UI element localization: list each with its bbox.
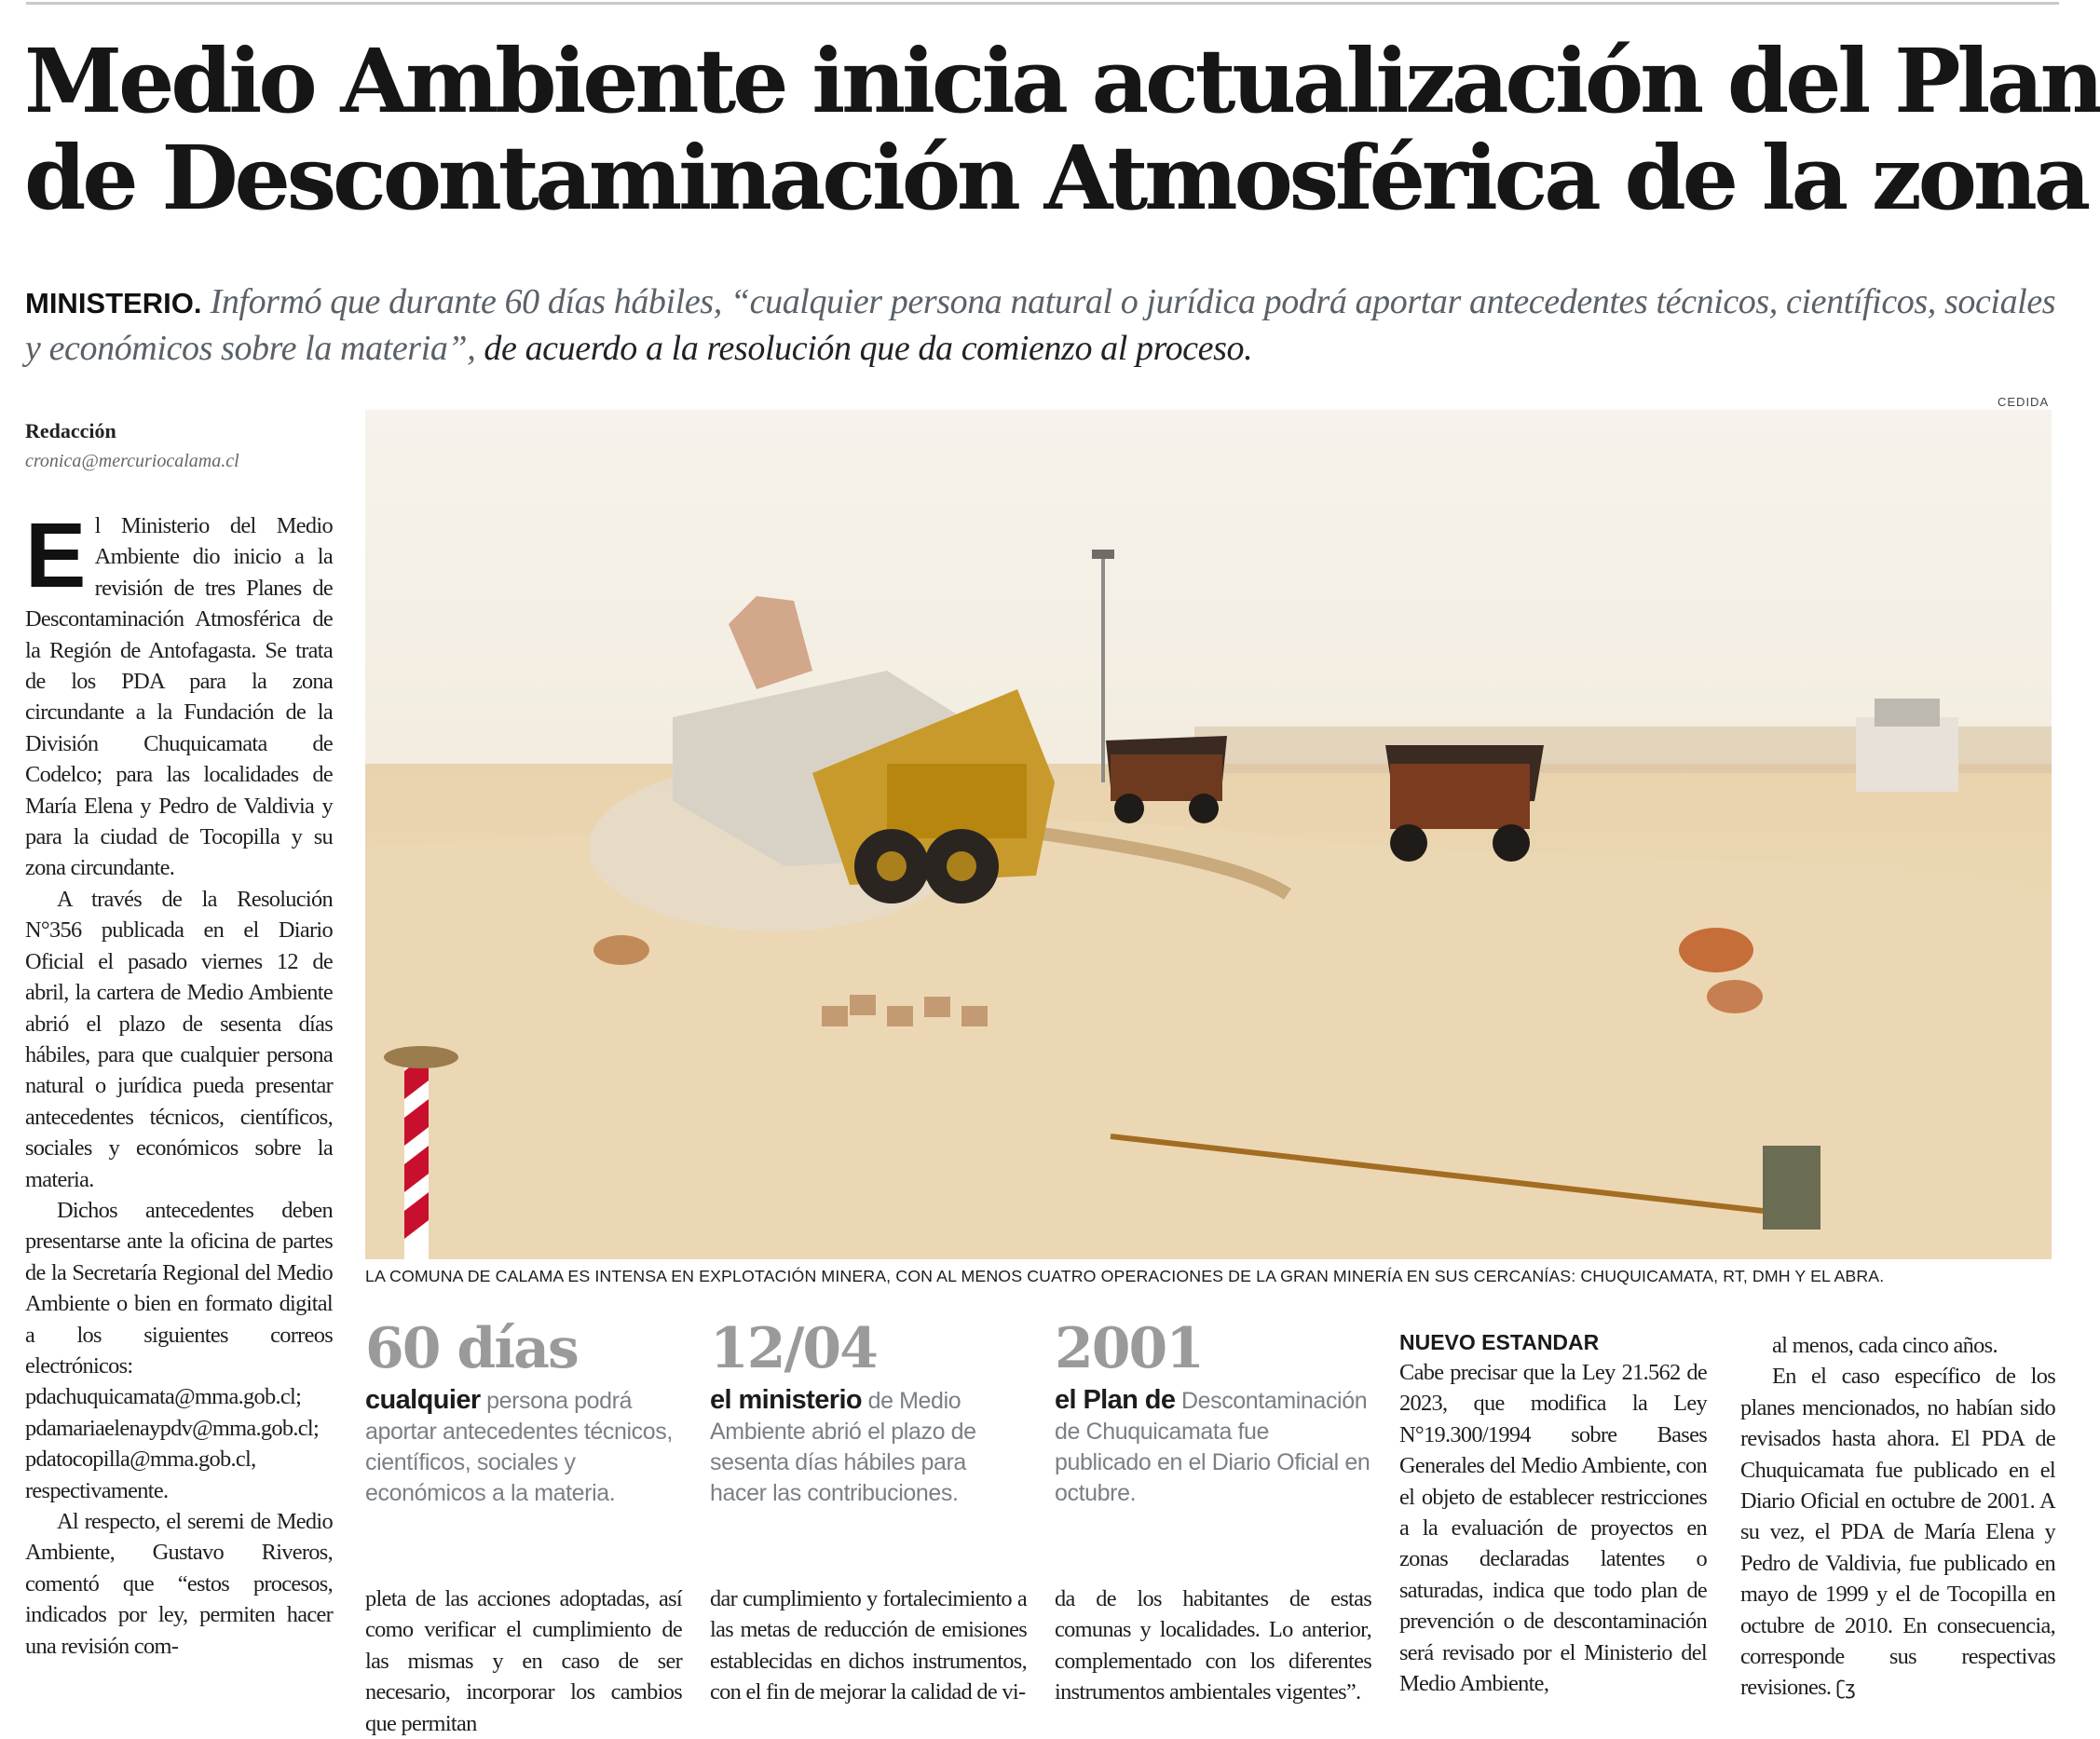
stat-body: de Medio Ambiente abrió el plazo de sesenta días hábiles para hacer las contribuciones. (710, 1388, 976, 1506)
paragraph-1-text: l Ministerio del Medio Ambiente dio inicio a la revisión de tres Planes de Descontaminación Atmosférica de la Región de Antofagasta. Se trata de los PDA para la zona circundante a la Fundación de la División Chuquicamata de Codelco; para las localidades de María Elena y Pedro de Valdivia y para la ciudad de Tocopilla y su zona circundante. (25, 513, 333, 881)
column-6-text (1740, 1361, 2055, 1704)
deck-text-dark: de acuerdo a la resolución que da comienzo al proceso. (484, 329, 1253, 368)
article-column-6 (1740, 1330, 2055, 1705)
deck (25, 279, 2066, 371)
stat-lead: el ministerio (710, 1385, 863, 1415)
article-column-2 (365, 1583, 682, 1736)
byline-author: Redacción (25, 419, 116, 442)
deck-text-italic: Informó que durante 60 días hábiles, “cualquier persona natural o jurídica podrá aportar antecedentes técnicos, científicos, sociales y económicos sobre la materia”, (25, 282, 2056, 368)
stat-body: persona podrá aportar antecedentes técnicos, científicos, sociales y económicos a la materia. (365, 1388, 673, 1506)
article-column-3 (710, 1583, 1027, 1714)
mining-photo (365, 410, 2052, 1259)
section-kicker: NUEVO ESTANDAR (1399, 1330, 1600, 1354)
stat-number: 12/04 (710, 1316, 877, 1381)
nuevo-estandar-section (1399, 1330, 1707, 1699)
dropcap: E (25, 504, 86, 606)
article-column-1 (25, 504, 333, 1707)
headline-line-2: de Descontaminación Atmosférica de la zona (24, 127, 2088, 230)
article-column-4 (1055, 1583, 1371, 1714)
photo-credit: CEDIDA (1998, 395, 2050, 409)
stat-lead: el Plan de (1055, 1385, 1176, 1415)
stat-number: 60 días (365, 1316, 578, 1381)
headline-line-1: Medio Ambiente inicia actualización del Plan (24, 30, 2100, 133)
mining-trucks-image (365, 410, 2052, 1259)
end-mark-icon: ʗʒ (1835, 1677, 1856, 1700)
column-6-body: En el caso específico de los planes mencionados, no habían sido revisados hasta ahora. El PDA de Chuquicamata fue publicado en el Diario Oficial en octubre de 2001. A su vez, el PDA de María Elena y Pedro de Valdivia, fue publicado en mayo de 1999 y el de Tocopilla en octubre de 2010. En consecuencia, corresponde sus respectivas revisiones. (1740, 1364, 2055, 1701)
byline-email: cronica@mercuriocalama.cl (25, 451, 239, 471)
column-6-continuation: al menos, cada cinco años. (1772, 1333, 1998, 1358)
stat-text (710, 1385, 1027, 1509)
stat-number: 2001 (1055, 1316, 1203, 1381)
paragraph-2: A través de la Resolución N°356 publicada en el Diario Oficial el pasado viernes 12 de abril, la cartera de Medio Ambiente abrió el plazo de sesenta días hábiles, para que cualquier persona natural o jurídica pueda presentar antecedentes técnicos, científicos, sociales y económicos sobre la materia. (25, 886, 333, 1192)
deck-kicker: MINISTERIO. (25, 287, 202, 319)
stat-lead: cualquier (365, 1385, 481, 1415)
headline (24, 30, 2100, 230)
article-column-5 (1399, 1357, 1707, 1699)
paragraph-3: Dichos antecedentes deben presentarse ante la oficina de partes de la Secretaría Regional del Medio Ambiente o bien en formato digital a los siguientes correos electrónicos: pdachuquicamata@mma.gob.cl; pdamariaelenaypdv@mma.gob.cl; pdatocopilla@mma.gob.cl, respectivamente. (25, 1197, 333, 1503)
stat-body: Descontaminación de Chuquicamata fue publicado en el Diario Oficial en octubre. (1055, 1388, 1370, 1506)
paragraph-1 (25, 504, 333, 884)
stat-2001 (1055, 1318, 1371, 1509)
stat-text (365, 1385, 682, 1509)
column-4-text: da de los habitantes de estas comunas y localidades. Lo anterior, complementado con los diferentes instrumentos ambientales vigentes”. (1055, 1586, 1371, 1705)
column-2-text: pleta de las acciones adoptadas, así como verificar el cumplimiento de las mismas y en caso de ser necesario, incorporar los cambios que permitan (365, 1586, 682, 1736)
photo-caption: LA COMUNA DE CALAMA ES INTENSA EN EXPLOTACIÓN MINERA, CON AL MENOS CUATRO OPERACIONES DE LA GRAN MINERÍA EN SUS CERCANÍAS: CHUQUICAMATA, RT, DMH Y EL ABRA. (365, 1267, 1885, 1285)
top-rule (26, 2, 2059, 5)
paragraph-4: Al respecto, el seremi de Medio Ambiente, Gustavo Riveros, comentó que “estos procesos, indicados por ley, permiten hacer una revisión com- (25, 1509, 333, 1659)
stat-60-dias (365, 1318, 682, 1509)
stat-12-04 (710, 1318, 1027, 1509)
column-3-text: dar cumplimiento y fortalecimiento a las metas de reducción de emisiones establecidas en dichos instrumentos, con el fin de mejorar la calidad de vi- (710, 1586, 1027, 1705)
stat-text (1055, 1385, 1371, 1509)
column-5-text: Cabe precisar que la Ley 21.562 de 2023, que modifica la Ley N°19.300/1994 sobre Bases Generales del Medio Ambiente, con el objeto de establecer restricciones a la evaluación de proyectos en zonas declaradas latentes o saturadas, indica que todo plan de prevención o de descontaminación será revisado por el Ministerio del Medio Ambiente, (1399, 1360, 1707, 1697)
